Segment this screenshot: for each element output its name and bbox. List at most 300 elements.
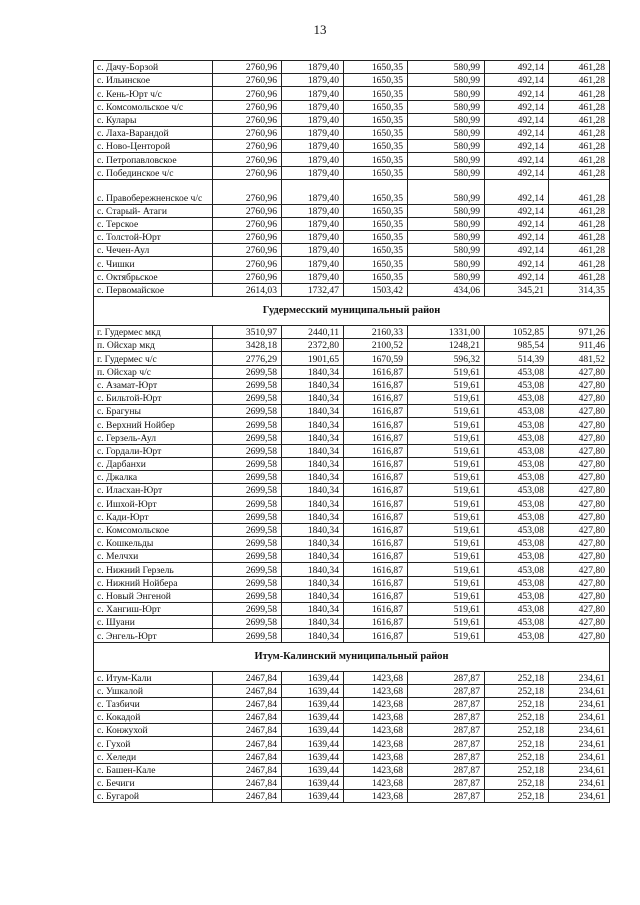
tariff-value-cell: 519,61 — [408, 471, 485, 484]
tariff-value-cell: 1423,68 — [344, 750, 408, 763]
tariff-value-cell: 1650,35 — [344, 244, 408, 257]
tariff-value-cell: 580,99 — [408, 244, 485, 257]
tariff-value-cell: 1616,87 — [344, 484, 408, 497]
tariff-value-cell: 519,61 — [408, 576, 485, 589]
tariff-value-cell: 252,18 — [485, 750, 549, 763]
tariff-value-cell: 1639,44 — [282, 763, 344, 776]
tariff-value-cell: 2699,58 — [213, 576, 282, 589]
tariff-value-cell: 453,08 — [485, 563, 549, 576]
district-title: Итум-Калинский муниципальный район — [94, 642, 610, 671]
tariff-value-cell: 492,14 — [485, 74, 549, 87]
tariff-value-cell: 1423,68 — [344, 763, 408, 776]
tariff-value-cell: 427,80 — [549, 629, 610, 642]
page-number: 13 — [313, 22, 327, 37]
tariff-value-cell: 492,14 — [485, 61, 549, 74]
tariff-value-cell: 1879,40 — [282, 204, 344, 217]
settlement-name-cell: с. Октябрьское — [94, 270, 213, 283]
tariff-value-cell: 985,54 — [485, 339, 549, 352]
table-row — [94, 140, 610, 153]
tariff-value-cell: 1616,87 — [344, 391, 408, 404]
tariff-value-cell: 1616,87 — [344, 418, 408, 431]
district-header-row — [94, 642, 610, 671]
tariff-value-cell: 2760,96 — [213, 126, 282, 139]
tariff-value-cell: 453,08 — [485, 471, 549, 484]
tariff-value-cell: 1840,34 — [282, 537, 344, 550]
tariff-value-cell: 2776,29 — [213, 352, 282, 365]
tariff-value-cell: 1650,35 — [344, 166, 408, 179]
tariff-value-cell: 453,08 — [485, 576, 549, 589]
tariff-value-cell: 252,18 — [485, 763, 549, 776]
settlement-name-cell: с. Ушкалой — [94, 684, 213, 697]
tariff-value-cell: 453,08 — [485, 523, 549, 536]
tariff-value-cell: 1639,44 — [282, 724, 344, 737]
tariff-value-cell: 252,18 — [485, 711, 549, 724]
tariff-value-cell: 1650,35 — [344, 153, 408, 166]
tariff-value-cell: 1650,35 — [344, 140, 408, 153]
settlement-name-cell: п. Ойсхар мкд — [94, 339, 213, 352]
tariff-value-cell: 2100,52 — [344, 339, 408, 352]
tariff-value-cell: 252,18 — [485, 790, 549, 803]
tariff-value-cell: 1423,68 — [344, 790, 408, 803]
tariff-value-cell: 1616,87 — [344, 510, 408, 523]
tariff-value-cell: 461,28 — [549, 217, 610, 230]
tariff-value-cell: 580,99 — [408, 61, 485, 74]
district-title: Гудермесский муниципальный район — [94, 297, 610, 326]
settlement-name-cell: с. Итум-Кали — [94, 671, 213, 684]
tariff-value-cell: 2699,58 — [213, 510, 282, 523]
table-row — [94, 497, 610, 510]
table-row — [94, 563, 610, 576]
tariff-value-cell: 453,08 — [485, 537, 549, 550]
tariff-value-cell: 2699,58 — [213, 471, 282, 484]
tariff-value-cell: 971,26 — [549, 326, 610, 339]
tariff-value-cell: 514,39 — [485, 352, 549, 365]
tariff-value-cell: 1840,34 — [282, 391, 344, 404]
tariff-value-cell: 2699,58 — [213, 484, 282, 497]
tariff-value-cell: 1639,44 — [282, 684, 344, 697]
tariff-value-cell: 519,61 — [408, 537, 485, 550]
tariff-value-cell: 596,32 — [408, 352, 485, 365]
tariff-value-cell: 1616,87 — [344, 365, 408, 378]
settlement-name-cell: с. Нижний Нойбера — [94, 576, 213, 589]
tariff-value-cell: 427,80 — [549, 431, 610, 444]
tariff-value-cell: 1639,44 — [282, 750, 344, 763]
tariff-value-cell: 287,87 — [408, 724, 485, 737]
settlement-name-cell: г. Гудермес мкд — [94, 326, 213, 339]
settlement-name-cell: с. Шуани — [94, 616, 213, 629]
tariff-value-cell: 580,99 — [408, 100, 485, 113]
tariff-value-cell: 1616,87 — [344, 444, 408, 457]
tariff-value-cell: 580,99 — [408, 257, 485, 270]
tariff-value-cell: 453,08 — [485, 431, 549, 444]
tariff-value-cell: 2760,96 — [213, 179, 282, 204]
tariff-value-cell: 3428,18 — [213, 339, 282, 352]
table-row — [94, 616, 610, 629]
tariff-value-cell: 519,61 — [408, 484, 485, 497]
tariff-value-cell: 2699,58 — [213, 378, 282, 391]
tariff-value-cell: 252,18 — [485, 777, 549, 790]
tariff-value-cell: 234,61 — [549, 724, 610, 737]
tariff-value-cell: 519,61 — [408, 523, 485, 536]
tariff-value-cell: 492,14 — [485, 140, 549, 153]
tariff-value-cell: 461,28 — [549, 126, 610, 139]
tariff-value-cell: 2699,58 — [213, 550, 282, 563]
table-row — [94, 352, 610, 365]
tariff-value-cell: 2440,11 — [282, 326, 344, 339]
tariff-value-cell: 519,61 — [408, 563, 485, 576]
settlement-name-cell: с. Ильинское — [94, 74, 213, 87]
settlement-name-cell: с. Хангиш-Юрт — [94, 602, 213, 615]
tariff-value-cell: 427,80 — [549, 523, 610, 536]
tariff-value-cell: 2760,96 — [213, 140, 282, 153]
settlement-name-cell: с. Гухой — [94, 737, 213, 750]
tariff-value-cell: 2467,84 — [213, 684, 282, 697]
tariff-value-cell: 234,61 — [549, 671, 610, 684]
tariff-value-cell: 234,61 — [549, 790, 610, 803]
tariff-value-cell: 1840,34 — [282, 431, 344, 444]
tariff-value-cell: 427,80 — [549, 563, 610, 576]
table-row — [94, 270, 610, 283]
tariff-value-cell: 519,61 — [408, 550, 485, 563]
tariff-value-cell: 2760,96 — [213, 244, 282, 257]
tariff-value-cell: 1840,34 — [282, 444, 344, 457]
settlement-name-cell: с. Джалка — [94, 471, 213, 484]
table-row — [94, 589, 610, 602]
tariff-value-cell: 1901,65 — [282, 352, 344, 365]
tariff-value-cell: 1616,87 — [344, 378, 408, 391]
settlement-name-cell: с. Толстой-Юрт — [94, 231, 213, 244]
tariff-value-cell: 1879,40 — [282, 153, 344, 166]
tariff-value-cell: 580,99 — [408, 217, 485, 230]
tariff-value-cell: 2699,58 — [213, 405, 282, 418]
tariff-value-cell: 453,08 — [485, 444, 549, 457]
tariff-table-body — [94, 61, 610, 803]
tariff-value-cell: 492,14 — [485, 231, 549, 244]
tariff-value-cell: 1879,40 — [282, 179, 344, 204]
table-row — [94, 231, 610, 244]
settlement-name-cell: с. Бечиги — [94, 777, 213, 790]
tariff-value-cell: 427,80 — [549, 589, 610, 602]
tariff-table — [93, 60, 610, 803]
tariff-value-cell: 453,08 — [485, 589, 549, 602]
settlement-name-cell: с. Верхний Нойбер — [94, 418, 213, 431]
tariff-value-cell: 1423,68 — [344, 684, 408, 697]
table-row — [94, 777, 610, 790]
tariff-value-cell: 1840,34 — [282, 602, 344, 615]
tariff-value-cell: 2614,03 — [213, 283, 282, 296]
settlement-name-cell: с. Чечен-Аул — [94, 244, 213, 257]
tariff-value-cell: 1879,40 — [282, 140, 344, 153]
tariff-value-cell: 427,80 — [549, 391, 610, 404]
tariff-value-cell: 1879,40 — [282, 166, 344, 179]
tariff-value-cell: 519,61 — [408, 431, 485, 444]
tariff-value-cell: 427,80 — [549, 378, 610, 391]
tariff-value-cell: 1732,47 — [282, 283, 344, 296]
tariff-value-cell: 1650,35 — [344, 74, 408, 87]
table-row — [94, 750, 610, 763]
tariff-value-cell: 519,61 — [408, 405, 485, 418]
tariff-value-cell: 1616,87 — [344, 563, 408, 576]
tariff-value-cell: 1879,40 — [282, 244, 344, 257]
tariff-value-cell: 1879,40 — [282, 126, 344, 139]
tariff-value-cell: 1879,40 — [282, 257, 344, 270]
tariff-value-cell: 519,61 — [408, 497, 485, 510]
table-row — [94, 763, 610, 776]
tariff-value-cell: 427,80 — [549, 616, 610, 629]
table-row — [94, 87, 610, 100]
tariff-value-cell: 427,80 — [549, 405, 610, 418]
tariff-value-cell: 2699,58 — [213, 537, 282, 550]
tariff-value-cell: 1840,34 — [282, 405, 344, 418]
tariff-value-cell: 1248,21 — [408, 339, 485, 352]
settlement-name-cell: с. Мелчхи — [94, 550, 213, 563]
tariff-value-cell: 234,61 — [549, 697, 610, 710]
tariff-value-cell: 1616,87 — [344, 457, 408, 470]
tariff-value-cell: 2699,58 — [213, 365, 282, 378]
tariff-value-cell: 252,18 — [485, 671, 549, 684]
table-row — [94, 418, 610, 431]
tariff-value-cell: 1879,40 — [282, 270, 344, 283]
tariff-value-cell: 2467,84 — [213, 777, 282, 790]
tariff-value-cell: 453,08 — [485, 616, 549, 629]
tariff-value-cell: 1423,68 — [344, 777, 408, 790]
tariff-value-cell: 1616,87 — [344, 616, 408, 629]
tariff-value-cell: 2699,58 — [213, 589, 282, 602]
tariff-value-cell: 1840,34 — [282, 510, 344, 523]
tariff-value-cell: 1616,87 — [344, 523, 408, 536]
tariff-value-cell: 234,61 — [549, 684, 610, 697]
table-row — [94, 576, 610, 589]
tariff-value-cell: 1879,40 — [282, 100, 344, 113]
tariff-value-cell: 2699,58 — [213, 616, 282, 629]
tariff-value-cell: 1616,87 — [344, 497, 408, 510]
tariff-value-cell: 2760,96 — [213, 113, 282, 126]
tariff-value-cell: 461,28 — [549, 100, 610, 113]
tariff-value-cell: 252,18 — [485, 724, 549, 737]
tariff-value-cell: 252,18 — [485, 737, 549, 750]
settlement-name-cell: с. Азамат-Юрт — [94, 378, 213, 391]
tariff-value-cell: 287,87 — [408, 697, 485, 710]
settlement-name-cell: с. Кошкельды — [94, 537, 213, 550]
tariff-value-cell: 453,08 — [485, 497, 549, 510]
table-row — [94, 244, 610, 257]
tariff-value-cell: 453,08 — [485, 550, 549, 563]
tariff-value-cell: 492,14 — [485, 270, 549, 283]
tariff-value-cell: 519,61 — [408, 457, 485, 470]
tariff-value-cell: 1616,87 — [344, 471, 408, 484]
settlement-name-cell: с. Старый- Атаги — [94, 204, 213, 217]
tariff-value-cell: 453,08 — [485, 405, 549, 418]
tariff-value-cell: 2699,58 — [213, 497, 282, 510]
tariff-value-cell: 519,61 — [408, 629, 485, 642]
settlement-name-cell: г. Гудермес ч/с — [94, 352, 213, 365]
tariff-value-cell: 234,61 — [549, 737, 610, 750]
settlement-name-cell: с. Чишки — [94, 257, 213, 270]
tariff-value-cell: 427,80 — [549, 550, 610, 563]
table-row — [94, 602, 610, 615]
district-header-row — [94, 297, 610, 326]
table-row — [94, 126, 610, 139]
tariff-value-cell: 427,80 — [549, 510, 610, 523]
tariff-value-cell: 580,99 — [408, 74, 485, 87]
settlement-name-cell: с. Нижний Герзель — [94, 563, 213, 576]
tariff-value-cell: 1840,34 — [282, 550, 344, 563]
tariff-value-cell: 1639,44 — [282, 790, 344, 803]
settlement-name-cell: с. Конжухой — [94, 724, 213, 737]
table-row — [94, 74, 610, 87]
tariff-value-cell: 434,06 — [408, 283, 485, 296]
settlement-name-cell: с. Кулары — [94, 113, 213, 126]
settlement-name-cell: с. Новый Энгеной — [94, 589, 213, 602]
tariff-value-cell: 461,28 — [549, 204, 610, 217]
tariff-value-cell: 1840,34 — [282, 418, 344, 431]
tariff-value-cell: 1840,34 — [282, 484, 344, 497]
settlement-name-cell: с. Ново-Центорой — [94, 140, 213, 153]
tariff-value-cell: 3510,97 — [213, 326, 282, 339]
tariff-value-cell: 492,14 — [485, 217, 549, 230]
tariff-value-cell: 519,61 — [408, 391, 485, 404]
tariff-value-cell: 1650,35 — [344, 270, 408, 283]
tariff-value-cell: 1503,42 — [344, 283, 408, 296]
table-row — [94, 697, 610, 710]
tariff-value-cell: 1616,87 — [344, 431, 408, 444]
settlement-name-cell: с. Хеледи — [94, 750, 213, 763]
tariff-value-cell: 2699,58 — [213, 457, 282, 470]
tariff-value-cell: 1840,34 — [282, 378, 344, 391]
table-row — [94, 550, 610, 563]
tariff-value-cell: 1650,35 — [344, 204, 408, 217]
tariff-value-cell: 1840,34 — [282, 457, 344, 470]
tariff-value-cell: 252,18 — [485, 684, 549, 697]
settlement-name-cell: с. Комсомольское ч/с — [94, 100, 213, 113]
tariff-value-cell: 1650,35 — [344, 231, 408, 244]
settlement-name-cell: с. Петропавловское — [94, 153, 213, 166]
tariff-value-cell: 1879,40 — [282, 87, 344, 100]
tariff-value-cell: 1650,35 — [344, 100, 408, 113]
table-row — [94, 391, 610, 404]
tariff-value-cell: 492,14 — [485, 204, 549, 217]
table-row — [94, 113, 610, 126]
table-row — [94, 484, 610, 497]
tariff-value-cell: 1840,34 — [282, 497, 344, 510]
table-row — [94, 790, 610, 803]
tariff-value-cell: 492,14 — [485, 179, 549, 204]
tariff-value-cell: 1840,34 — [282, 576, 344, 589]
tariff-value-cell: 461,28 — [549, 87, 610, 100]
tariff-value-cell: 461,28 — [549, 257, 610, 270]
tariff-value-cell: 2699,58 — [213, 418, 282, 431]
tariff-value-cell: 453,08 — [485, 602, 549, 615]
settlement-name-cell: с. Ишхой-Юрт — [94, 497, 213, 510]
tariff-value-cell: 2760,96 — [213, 231, 282, 244]
tariff-value-cell: 453,08 — [485, 365, 549, 378]
tariff-value-cell: 1616,87 — [344, 589, 408, 602]
tariff-value-cell: 287,87 — [408, 737, 485, 750]
table-row — [94, 510, 610, 523]
tariff-value-cell: 2760,96 — [213, 204, 282, 217]
tariff-value-cell: 1639,44 — [282, 697, 344, 710]
table-row — [94, 217, 610, 230]
tariff-value-cell: 427,80 — [549, 444, 610, 457]
tariff-value-cell: 287,87 — [408, 711, 485, 724]
tariff-value-cell: 1423,68 — [344, 697, 408, 710]
tariff-value-cell: 492,14 — [485, 153, 549, 166]
settlement-name-cell: с. Брагуны — [94, 405, 213, 418]
tariff-value-cell: 427,80 — [549, 497, 610, 510]
tariff-value-cell: 1639,44 — [282, 711, 344, 724]
table-row — [94, 179, 610, 204]
tariff-value-cell: 2699,58 — [213, 431, 282, 444]
tariff-value-cell: 453,08 — [485, 391, 549, 404]
tariff-value-cell: 1650,35 — [344, 61, 408, 74]
tariff-value-cell: 1616,87 — [344, 537, 408, 550]
tariff-value-cell: 427,80 — [549, 365, 610, 378]
tariff-value-cell: 1650,35 — [344, 113, 408, 126]
tariff-value-cell: 519,61 — [408, 418, 485, 431]
tariff-value-cell: 1879,40 — [282, 113, 344, 126]
tariff-value-cell: 461,28 — [549, 74, 610, 87]
table-row — [94, 365, 610, 378]
table-row — [94, 378, 610, 391]
settlement-name-cell: с. Побединское ч/с — [94, 166, 213, 179]
tariff-value-cell: 2760,96 — [213, 217, 282, 230]
tariff-value-cell: 287,87 — [408, 684, 485, 697]
table-row — [94, 629, 610, 642]
tariff-value-cell: 453,08 — [485, 510, 549, 523]
tariff-value-cell: 580,99 — [408, 166, 485, 179]
settlement-name-cell: с. Энгель-Юрт — [94, 629, 213, 642]
tariff-value-cell: 1840,34 — [282, 616, 344, 629]
tariff-value-cell: 427,80 — [549, 537, 610, 550]
tariff-value-cell: 2699,58 — [213, 523, 282, 536]
tariff-value-cell: 580,99 — [408, 153, 485, 166]
table-row — [94, 204, 610, 217]
tariff-value-cell: 2467,84 — [213, 790, 282, 803]
table-row — [94, 711, 610, 724]
tariff-value-cell: 461,28 — [549, 231, 610, 244]
tariff-value-cell: 1650,35 — [344, 217, 408, 230]
tariff-value-cell: 1879,40 — [282, 61, 344, 74]
tariff-value-cell: 1616,87 — [344, 550, 408, 563]
tariff-value-cell: 2760,96 — [213, 153, 282, 166]
tariff-value-cell: 1840,34 — [282, 589, 344, 602]
tariff-value-cell: 481,52 — [549, 352, 610, 365]
tariff-value-cell: 580,99 — [408, 87, 485, 100]
tariff-value-cell: 1423,68 — [344, 711, 408, 724]
tariff-value-cell: 1616,87 — [344, 629, 408, 642]
tariff-value-cell: 2760,96 — [213, 61, 282, 74]
tariff-value-cell: 287,87 — [408, 790, 485, 803]
tariff-value-cell: 2699,58 — [213, 391, 282, 404]
table-row — [94, 61, 610, 74]
tariff-value-cell: 234,61 — [549, 750, 610, 763]
tariff-value-cell: 1639,44 — [282, 777, 344, 790]
settlement-name-cell: с. Дачу-Борзой — [94, 61, 213, 74]
settlement-name-cell: п. Ойсхар ч/с — [94, 365, 213, 378]
table-row — [94, 166, 610, 179]
tariff-value-cell: 1840,34 — [282, 523, 344, 536]
settlement-name-cell: с. Кокадой — [94, 711, 213, 724]
tariff-value-cell: 2467,84 — [213, 763, 282, 776]
tariff-value-cell: 1650,35 — [344, 179, 408, 204]
settlement-name-cell: с. Дарбанхи — [94, 457, 213, 470]
settlement-name-cell: с. Иласхан-Юрт — [94, 484, 213, 497]
tariff-value-cell: 287,87 — [408, 763, 485, 776]
settlement-name-cell: с. Комсомольское — [94, 523, 213, 536]
settlement-name-cell: с. Герзель-Аул — [94, 431, 213, 444]
table-row — [94, 405, 610, 418]
tariff-value-cell: 2760,96 — [213, 166, 282, 179]
